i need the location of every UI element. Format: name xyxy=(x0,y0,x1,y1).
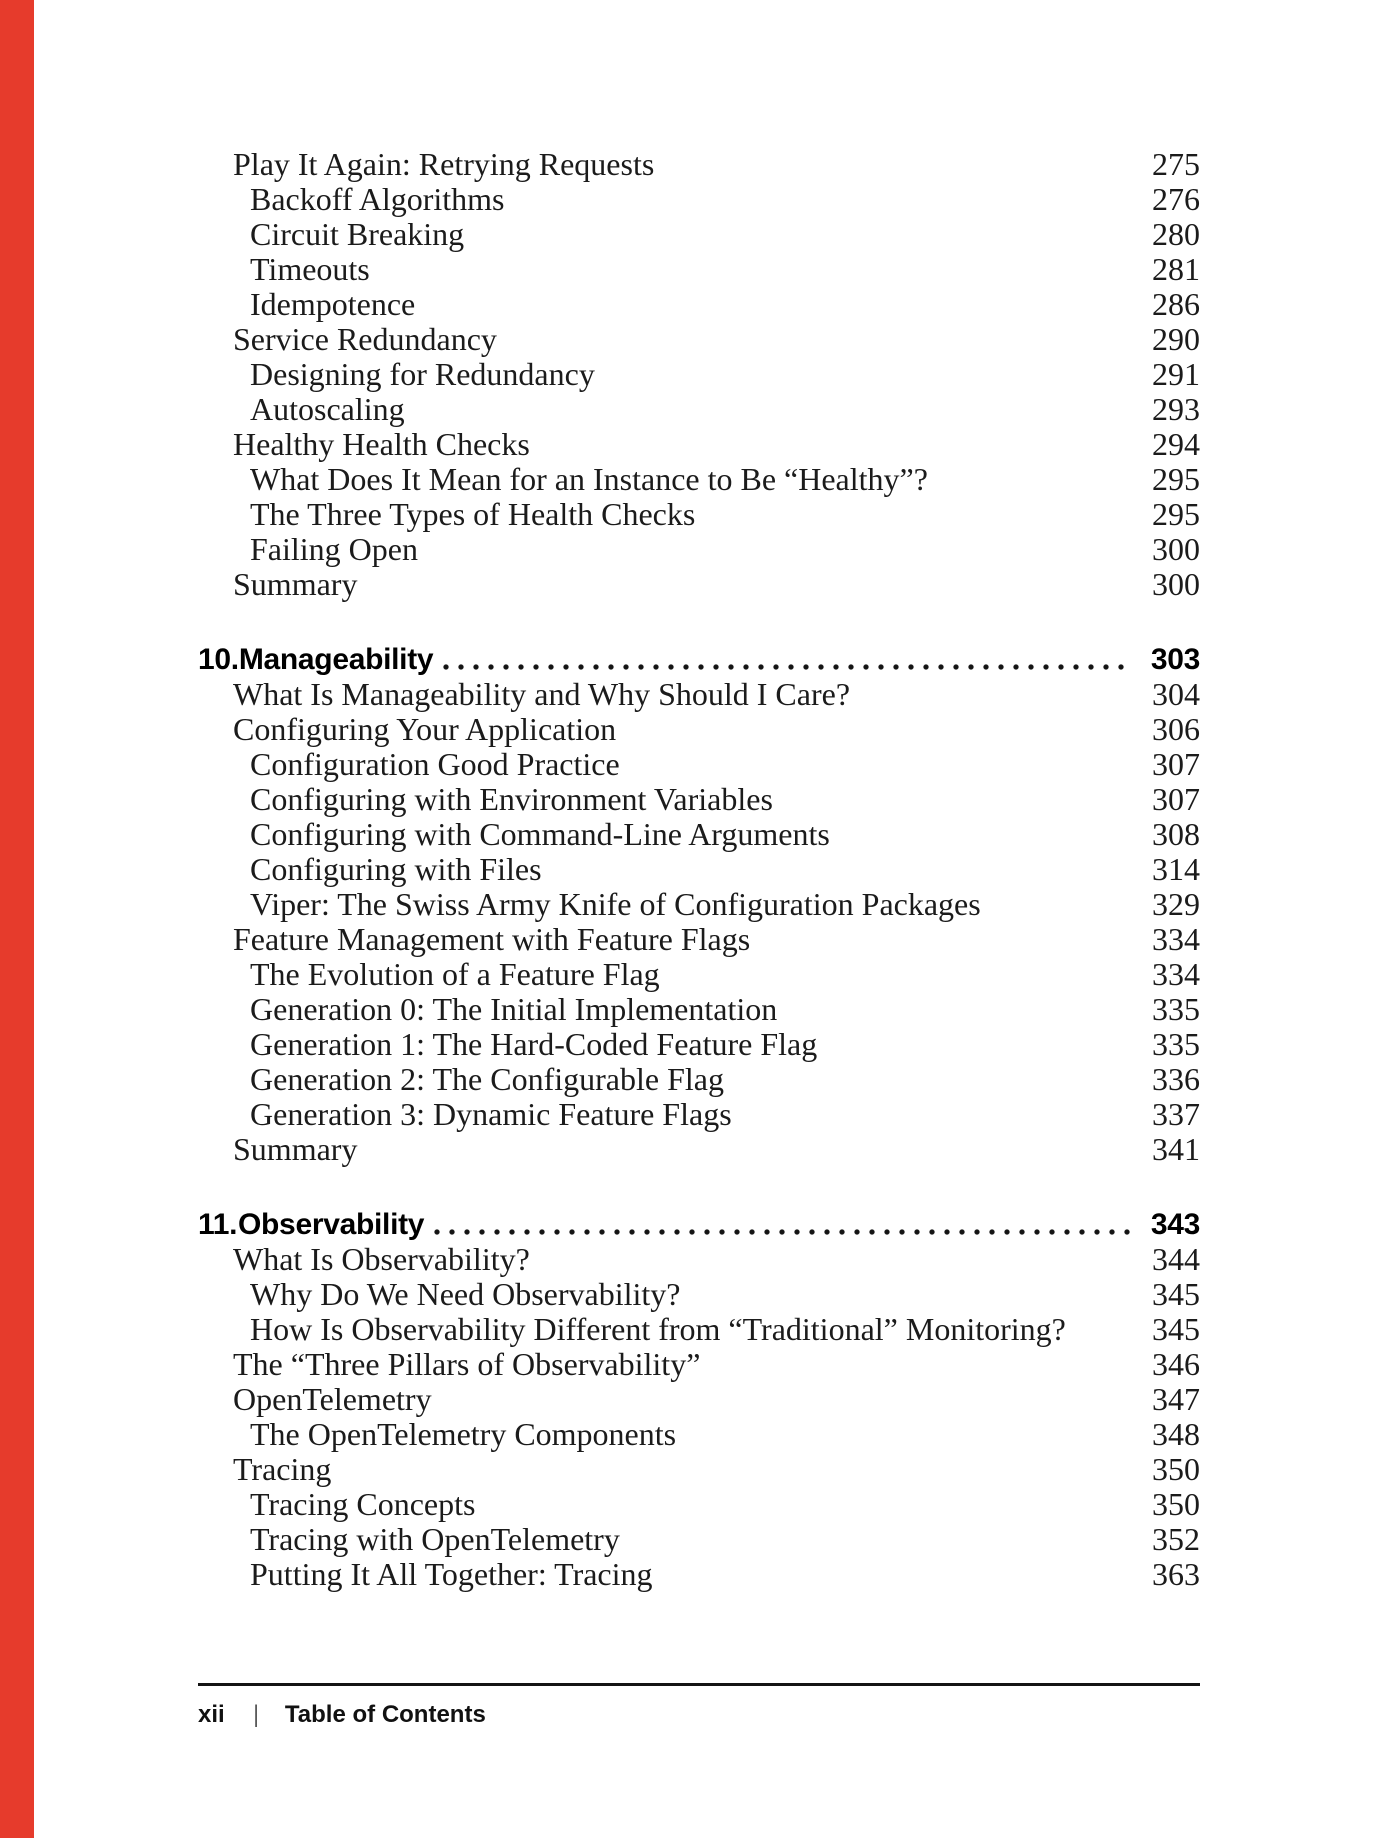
toc-entry-label: Summary xyxy=(233,1131,358,1167)
toc-entry-page: 293 xyxy=(1152,391,1200,427)
page-edge-strip xyxy=(0,0,34,1838)
toc-entry-list xyxy=(198,677,1200,1167)
toc-entry-page: 345 xyxy=(1152,1276,1200,1312)
toc-entry-label: Tracing with OpenTelemetry xyxy=(250,1521,620,1557)
toc-entry-page: 276 xyxy=(1152,181,1200,217)
toc-entry-page: 335 xyxy=(1152,991,1200,1027)
toc-entry-list xyxy=(198,147,1200,602)
toc-entry xyxy=(198,1277,1200,1312)
toc-entry-label: Why Do We Need Observability? xyxy=(250,1276,681,1312)
chapter-dot-leader xyxy=(443,664,1133,670)
toc-entry-page: 341 xyxy=(1152,1131,1200,1167)
toc-entry-label: Summary xyxy=(233,566,358,602)
chapter-title: Observability xyxy=(238,1208,425,1241)
toc-entry-label: Play It Again: Retrying Requests xyxy=(233,146,655,182)
toc-entry xyxy=(198,1312,1200,1347)
toc-entry xyxy=(198,147,1200,182)
toc-entry xyxy=(198,1242,1200,1277)
toc-entry xyxy=(198,497,1200,532)
toc-entry-page: 347 xyxy=(1152,1381,1200,1417)
toc-entry-page: 291 xyxy=(1152,356,1200,392)
toc-entry-page: 295 xyxy=(1152,496,1200,532)
table-of-contents xyxy=(198,0,1200,1592)
chapter-page-number: 343 xyxy=(1150,1208,1200,1241)
toc-entry-label: Generation 3: Dynamic Feature Flags xyxy=(250,1096,732,1132)
toc-entry xyxy=(198,1522,1200,1557)
toc-entry-label: Failing Open xyxy=(250,531,418,567)
toc-entry xyxy=(198,532,1200,567)
toc-entry-label: Generation 1: The Hard-Coded Feature Flag xyxy=(250,1026,818,1062)
toc-entry xyxy=(198,252,1200,287)
toc-entry-page: 348 xyxy=(1152,1416,1200,1452)
toc-entry xyxy=(198,392,1200,427)
toc-entry-label: Configuring with Files xyxy=(250,851,542,887)
toc-entry xyxy=(198,1557,1200,1592)
toc-entry-page: 290 xyxy=(1152,321,1200,357)
toc-entry xyxy=(198,922,1200,957)
toc-entry-page: 295 xyxy=(1152,461,1200,497)
toc-entry-label: What Does It Mean for an Instance to Be “Healthy”? xyxy=(250,461,928,497)
toc-entry xyxy=(198,1487,1200,1522)
toc-entry-label: What Is Manageability and Why Should I Care? xyxy=(233,676,851,712)
toc-entry-page: 314 xyxy=(1152,851,1200,887)
toc-entry xyxy=(198,817,1200,852)
chapter-heading xyxy=(198,644,1200,676)
toc-entry-page: 335 xyxy=(1152,1026,1200,1062)
toc-entry-label: Designing for Redundancy xyxy=(250,356,595,392)
toc-entry-label: Generation 0: The Initial Implementation xyxy=(250,991,778,1027)
toc-entry xyxy=(198,957,1200,992)
toc-chapter-section xyxy=(198,644,1200,1167)
toc-continuation-section xyxy=(198,147,1200,602)
toc-entry-page: 307 xyxy=(1152,781,1200,817)
toc-entry-page: 286 xyxy=(1152,286,1200,322)
toc-entry-page: 329 xyxy=(1152,886,1200,922)
toc-entry-label: Tracing xyxy=(233,1451,332,1487)
toc-entry-page: 308 xyxy=(1152,816,1200,852)
toc-entry xyxy=(198,992,1200,1027)
toc-entry-page: 337 xyxy=(1152,1096,1200,1132)
toc-entry xyxy=(198,1097,1200,1132)
toc-entry-page: 334 xyxy=(1152,956,1200,992)
toc-entry xyxy=(198,1027,1200,1062)
toc-entry-label: Healthy Health Checks xyxy=(233,426,530,462)
toc-entry-label: The “Three Pillars of Observability” xyxy=(233,1346,701,1382)
toc-entry xyxy=(198,1417,1200,1452)
toc-entry-label: Viper: The Swiss Army Knife of Configuration Packages xyxy=(250,886,981,922)
toc-entry-label: The Three Types of Health Checks xyxy=(250,496,696,532)
toc-entry xyxy=(198,1132,1200,1167)
toc-entry-label: Idempotence xyxy=(250,286,416,322)
toc-entry-page: 345 xyxy=(1152,1311,1200,1347)
toc-entry-page: 346 xyxy=(1152,1346,1200,1382)
toc-entry xyxy=(198,677,1200,712)
toc-entry-page: 350 xyxy=(1152,1451,1200,1487)
toc-entry-label: The Evolution of a Feature Flag xyxy=(250,956,660,992)
toc-entry xyxy=(198,357,1200,392)
toc-entry-label: Configuring with Environment Variables xyxy=(250,781,773,817)
toc-entry-page: 344 xyxy=(1152,1241,1200,1277)
toc-entry-label: What Is Observability? xyxy=(233,1241,530,1277)
toc-entry-page: 281 xyxy=(1152,251,1200,287)
toc-entry xyxy=(198,782,1200,817)
page-footer xyxy=(198,1683,1200,1729)
toc-entry-page: 350 xyxy=(1152,1486,1200,1522)
toc-entry xyxy=(198,1452,1200,1487)
toc-entry-page: 294 xyxy=(1152,426,1200,462)
toc-entry-label: Service Redundancy xyxy=(233,321,497,357)
chapter-heading xyxy=(198,1209,1200,1241)
toc-entry-page: 352 xyxy=(1152,1521,1200,1557)
toc-entry-page: 363 xyxy=(1152,1556,1200,1592)
toc-entry-label: Backoff Algorithms xyxy=(250,181,505,217)
toc-entry-page: 304 xyxy=(1152,676,1200,712)
toc-entry-label: Circuit Breaking xyxy=(250,216,465,252)
toc-entry-page: 334 xyxy=(1152,921,1200,957)
toc-entry-label: Configuration Good Practice xyxy=(250,746,620,782)
toc-entry-label: Configuring with Command-Line Arguments xyxy=(250,816,830,852)
toc-entry xyxy=(198,1382,1200,1417)
toc-entry-page: 306 xyxy=(1152,711,1200,747)
chapter-dot-leader xyxy=(434,1229,1133,1235)
toc-entry xyxy=(198,712,1200,747)
toc-entry xyxy=(198,427,1200,462)
toc-entry xyxy=(198,1347,1200,1382)
chapter-title: Manageability xyxy=(238,643,434,676)
toc-entry-label: Autoscaling xyxy=(250,391,405,427)
toc-entry-page: 275 xyxy=(1152,146,1200,182)
toc-entry-page: 280 xyxy=(1152,216,1200,252)
toc-entry-page: 336 xyxy=(1152,1061,1200,1097)
toc-chapter-section xyxy=(198,1209,1200,1592)
toc-entry xyxy=(198,182,1200,217)
toc-entry-label: Timeouts xyxy=(250,251,370,287)
footer-page-number: xii xyxy=(198,1701,225,1728)
toc-entry xyxy=(198,747,1200,782)
toc-entry xyxy=(198,462,1200,497)
toc-entry-label: OpenTelemetry xyxy=(233,1381,432,1417)
toc-entry xyxy=(198,1062,1200,1097)
toc-entry xyxy=(198,287,1200,322)
toc-entry-page: 300 xyxy=(1152,566,1200,602)
toc-entry-label: Feature Management with Feature Flags xyxy=(233,921,751,957)
toc-entry xyxy=(198,852,1200,887)
chapter-number: 11. xyxy=(198,1208,238,1241)
toc-entry-label: Putting It All Together: Tracing xyxy=(250,1556,653,1592)
toc-entry-label: The OpenTelemetry Components xyxy=(250,1416,677,1452)
footer-title: Table of Contents xyxy=(284,1701,486,1728)
toc-entry-page: 300 xyxy=(1152,531,1200,567)
chapter-page-number: 303 xyxy=(1150,643,1200,676)
toc-entry-label: Generation 2: The Configurable Flag xyxy=(250,1061,724,1097)
toc-entry-label: Configuring Your Application xyxy=(233,711,617,747)
toc-entry-label: How Is Observability Different from “Traditional” Monitoring? xyxy=(250,1311,1066,1347)
toc-entry xyxy=(198,217,1200,252)
toc-entry-list xyxy=(198,1242,1200,1592)
toc-entry xyxy=(198,322,1200,357)
toc-entry xyxy=(198,887,1200,922)
chapter-number: 10. xyxy=(198,643,239,676)
toc-entry xyxy=(198,567,1200,602)
toc-entry-page: 307 xyxy=(1152,746,1200,782)
footer-separator: | xyxy=(253,1701,258,1728)
toc-entry-label: Tracing Concepts xyxy=(250,1486,476,1522)
